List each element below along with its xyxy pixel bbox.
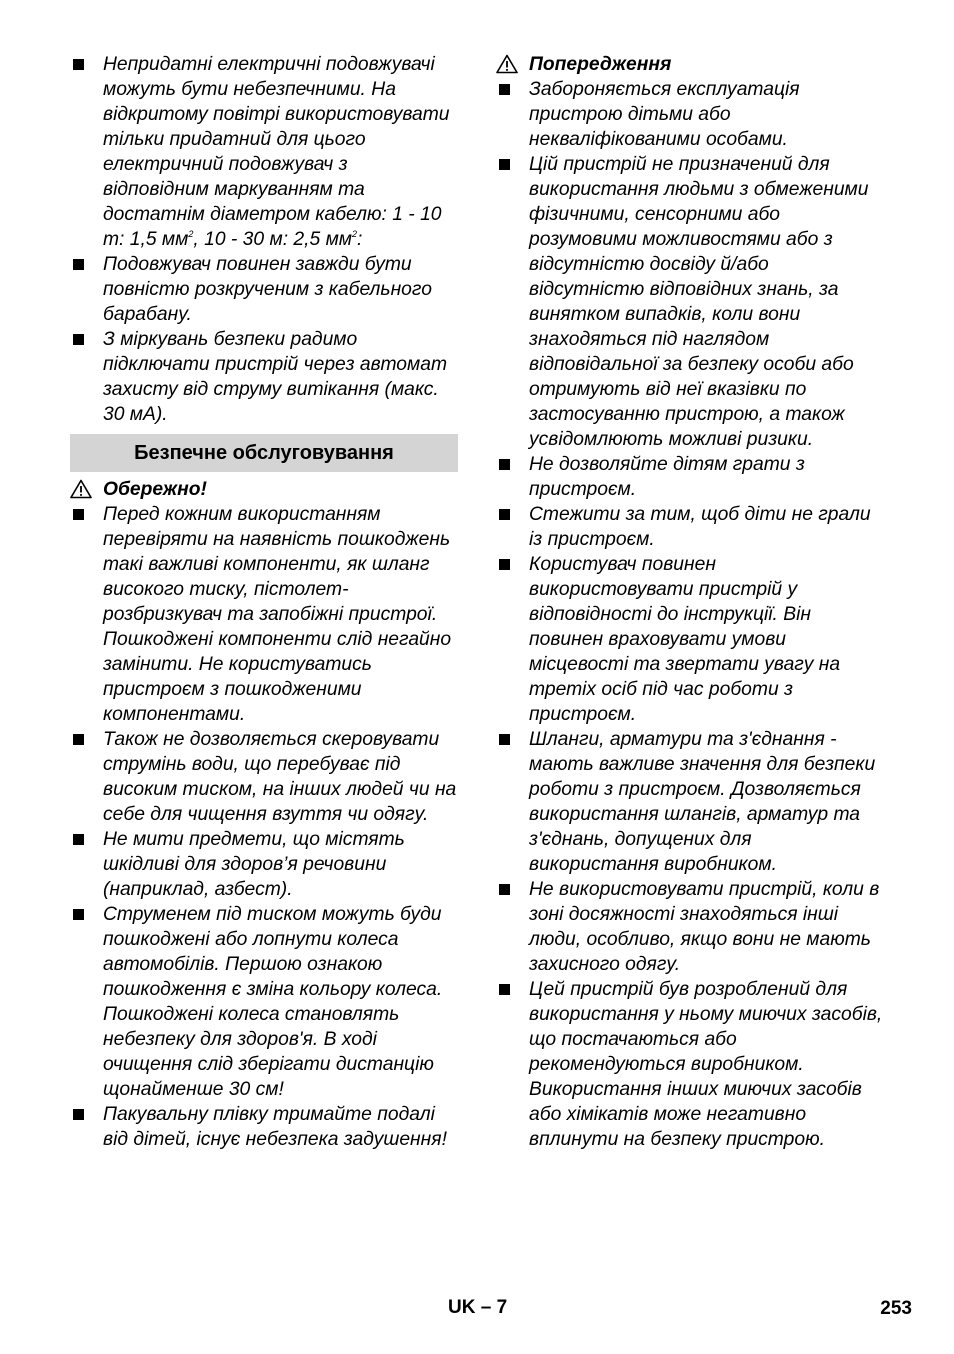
section-heading: Безпечне обслуговування — [70, 434, 458, 472]
warning-heading — [496, 52, 884, 77]
square-bullet-icon — [499, 559, 510, 570]
list-item-text: Цей пристрій був розроблений для використання у ньому миючих засобів, що постачаються або рекомендуються виробником. Використання інших миючих засобів або хімікатів може негативно вплинути на безпеку пристрою. — [529, 979, 883, 1150]
caution-label: Обережно! — [103, 479, 207, 500]
list-item — [70, 327, 458, 427]
list-item-text: Струменем під тиском можуть буди пошкоджені або лопнути колеса автомобілів. Першою ознакою пошкодження є зміна кольору колеса. Пошкоджені колеса становлять небезпеку для здоров'я. В ході очищення слід зберігати дистанцію щонайменше 30 см! — [103, 904, 443, 1100]
warning-triangle-icon — [496, 54, 518, 74]
square-bullet-icon — [499, 459, 510, 470]
square-bullet-icon — [73, 259, 84, 270]
list-item — [70, 502, 458, 727]
list-item — [496, 502, 884, 552]
list-item — [496, 552, 884, 727]
square-bullet-icon — [499, 884, 510, 895]
list-item — [496, 877, 884, 977]
page-number: 253 — [880, 1298, 912, 1319]
list-item — [70, 252, 458, 327]
list-item-text: Також не дозволяється скеровувати струмінь води, що перебуває під високим тиском, на інших людей чи на себе для чищення взуття чи одягу. — [103, 729, 457, 825]
list-item — [496, 152, 884, 452]
square-bullet-icon — [499, 84, 510, 95]
list-item-text: Непридатні електричні подовжувачі можуть бути небезпечними. На відкритому повітрі використовувати тільки придатний для цього електричний подовжувач з відповідним маркуванням та достатнім діаметром кабелю: 1 - 10 m: 1,5 $мм^2$, 10 - 30 м: 2,5 $мм^2$: — [103, 54, 450, 250]
square-bullet-icon — [73, 909, 84, 920]
list-item-text: Не використовувати пристрій, коли в зоні досяжності знаходяться інші люди, особливо, якщо вони не мають захисного одягу. — [529, 879, 880, 975]
square-bullet-icon — [499, 734, 510, 745]
list-item-text: Перед кожним використанням перевіряти на наявність пошкоджень такі важливі компоненти, як шланг високого тиску, пістолет-розбризкувач та запобіжні пристрої. Пошкоджені компоненти слід негайно замінити. Не користуватись пристроєм з пошкодженими компонентами. — [103, 504, 452, 725]
square-bullet-icon — [73, 59, 84, 70]
list-item — [70, 52, 458, 252]
square-bullet-icon — [73, 334, 84, 345]
caution-heading — [70, 477, 458, 502]
list-item-text: Користувач повинен використовувати пристрій у відповідності до інструкції. Він повинен враховувати умови місцевості та звертати увагу на третіх осіб під час роботи з пристроєм. — [529, 554, 841, 725]
square-bullet-icon — [73, 834, 84, 845]
square-bullet-icon — [73, 1109, 84, 1120]
list-item-text: Подовжувач повинен завжди бути повністю розкрученим з кабельного барабану. — [103, 254, 432, 325]
right-column — [496, 52, 884, 1152]
list-item-text: З міркувань безпеки радимо підключати пристрій через автомат захисту від струму витікання (макс. 30 мА). — [103, 329, 448, 425]
square-bullet-icon — [73, 509, 84, 520]
left-column — [70, 52, 458, 1152]
list-item — [496, 452, 884, 502]
list-item-text: Забороняється експлуатація пристрою дітьми або некваліфікованими особами. — [529, 79, 800, 150]
list-item — [70, 902, 458, 1102]
square-bullet-icon — [499, 509, 510, 520]
square-bullet-icon — [499, 159, 510, 170]
list-item — [70, 1102, 458, 1152]
list-item — [496, 727, 884, 877]
list-item — [70, 827, 458, 902]
list-item-text: Не дозволяйте дітям грати з пристроєм. — [529, 454, 805, 500]
list-item-text: Не мити предмети, що містять шкідливі для здоров’я речовини (наприклад, азбест). — [103, 829, 405, 900]
footer-label: UK – 7 — [448, 1297, 508, 1318]
warning-triangle-icon — [70, 479, 92, 499]
list-item — [496, 977, 884, 1152]
list-item-text: Стежити за тим, щоб діти не грали із пристроєм. — [529, 504, 871, 550]
square-bullet-icon — [499, 984, 510, 995]
warning-label: Попередження — [529, 54, 672, 75]
list-item — [496, 77, 884, 152]
list-item-text: Цій пристрій не призначений для використання людьми з обмеженими фізичними, сенсорними або розумовими можливостями або з відсутністю досвіду й/або відсутністю відповідних знань, за винятком випадків, коли вони знаходяться під наглядом відповідальної за безпеку особи або отримують від неї вказівки по застосуванню пристрою, а також усвідомлюють можливі ризики. — [529, 154, 869, 450]
square-bullet-icon — [73, 734, 84, 745]
list-item-text: Пакувальну плівку тримайте подалі від дітей, існує небезпека задушення! — [103, 1104, 447, 1150]
list-item — [70, 727, 458, 827]
list-item-text: Шланги, арматури та з'єднання - мають важливе значення для безпеки роботи з пристроєм. Дозволяється використання шлангів, арматур та з'єднань, допущених для використання виробником. — [529, 729, 876, 875]
